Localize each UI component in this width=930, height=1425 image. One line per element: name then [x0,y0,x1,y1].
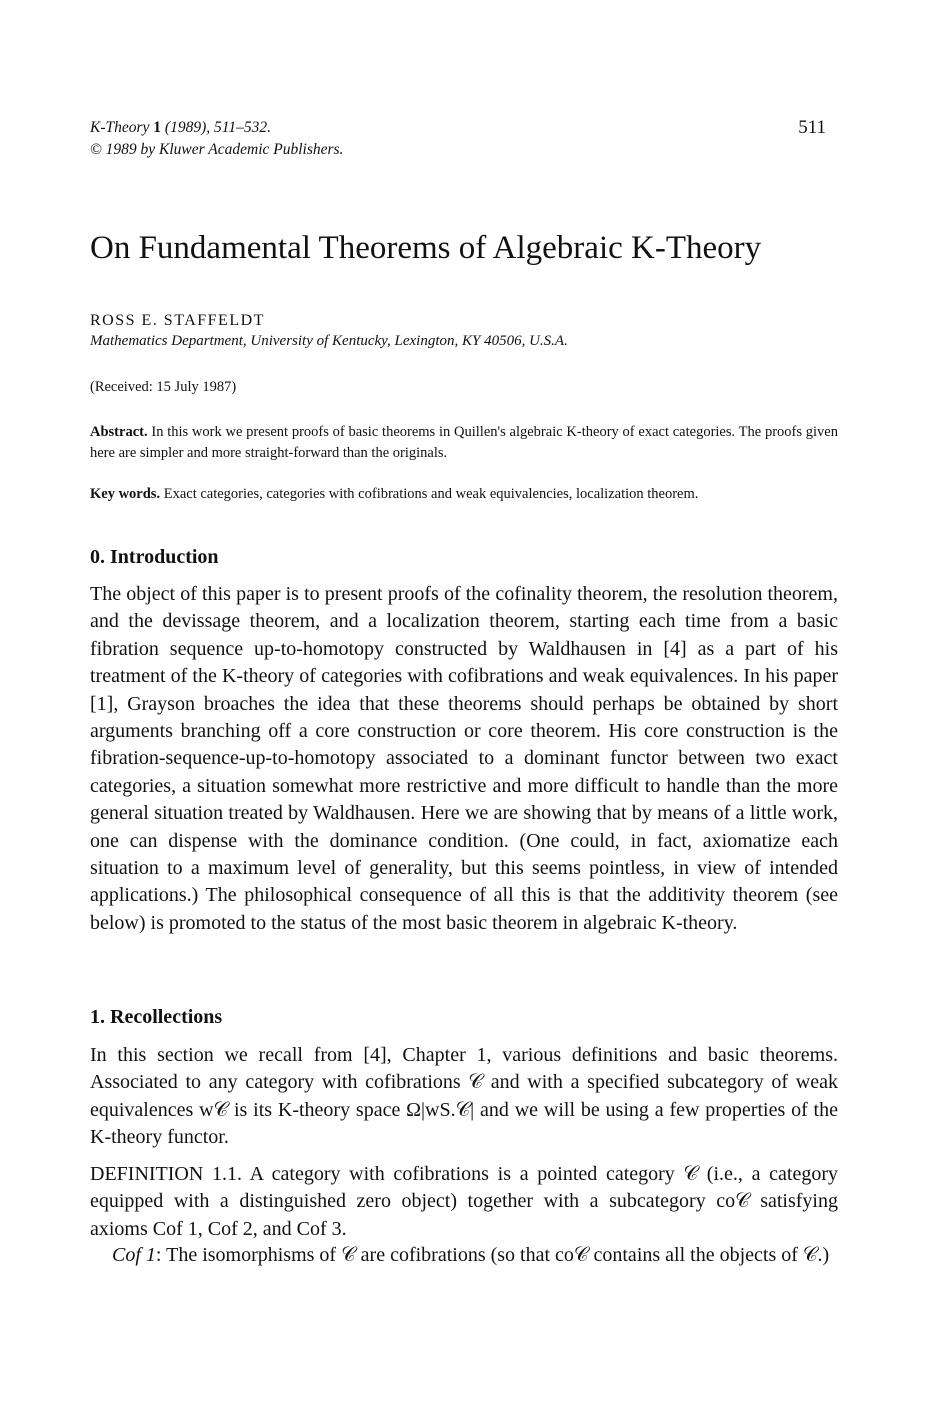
section-heading-recollections: 1. Recollections [90,1006,223,1028]
journal-year-pages: (1989), 511–532. [161,119,271,136]
section-heading-introduction: 0. Introduction [90,546,219,568]
axiom-cof-1-label: Cof 1 [112,1244,156,1266]
abstract-text: In this work we present proofs of basic theorems in Quillen's algebraic K-theory of exact categories. The proofs given here are simpler and more straight-forward than the originals. [90,424,838,461]
journal-volume: 1 [153,119,162,136]
copyright-line: © 1989 by Kluwer Academic Publishers. [90,141,344,158]
journal-citation [90,117,838,139]
keywords [90,484,838,505]
axiom-cof-1 [90,1242,838,1269]
author-affiliation: Mathematics Department, University of Kentucky, Lexington, KY 40506, U.S.A. [90,333,568,349]
abstract-label: Abstract. [90,424,148,440]
author-name: ROSS E. STAFFELDT [90,312,265,329]
introduction-paragraph: The object of this paper is to present proofs of the cofinality theorem, the resolution theorem, and the devissage theorem, and a localization theorem, starting each time from a basic fibration sequence up-to-homotopy constructed by Waldhausen in [4] as a part of his treatment of the K-theory of categories with cofibrations and weak equivalences. In his paper [1], Grayson broaches the idea that these theorems should perhaps be obtained by short arguments branching off a core construction or core theorem. His core construction is the fibration-sequence-up-to-homotopy associated to a dominant functor between two exact categories, a situation somewhat more restrictive and more difficult to handle than the more general situation treated by Waldhausen. Here we are showing that by means of a little work, one can dispense with the dominance condition. (One could, in fact, axiomatize each situation to a maximum level of generality, but this seems pointless, in view of intended applications.) The philosophical consequence of all this is that the additivity theorem (see below) is promoted to the status of the most basic theorem in algebraic K-theory. [90,583,838,934]
page-number: 511 [798,117,826,138]
recollections-paragraph: In this section we recall from [4], Chapter 1, various definitions and basic theorems. Associated to any category with cofibrations 𝒞 and with a specified subcategory of weak equivalences w𝒞 is its K-theory space Ω|wS.𝒞| and we will be using a few properties of the K-theory functor. [90,1044,838,1149]
paper-title: On Fundamental Theorems of Algebraic K-Theory [90,230,762,266]
received-date: (Received: 15 July 1987) [90,379,237,395]
definition-1-1: DEFINITION 1.1. A category with cofibrations is a pointed category 𝒞 (i.e., a category equipped with a distinguished zero object) together with a subcategory co𝒞 satisfying axioms Cof 1, Cof 2, and Cof 3. [90,1163,838,1240]
page-header [90,117,838,163]
axiom-cof-1-text: : The isomorphisms of 𝒞 are cofibrations (so that co𝒞 contains all the objects of 𝒞.) [155,1244,830,1266]
journal-name: K-Theory [90,119,150,136]
keywords-label: Key words. [90,486,161,502]
keywords-text: Exact categories, categories with cofibrations and weak equivalencies, localization theorem. [160,486,699,502]
abstract [90,422,838,464]
